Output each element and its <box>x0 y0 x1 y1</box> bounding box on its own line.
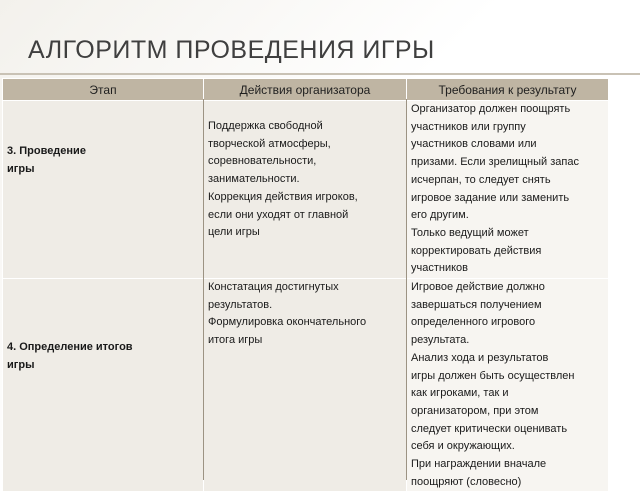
table-header-row <box>3 79 609 101</box>
actions-text: Констатация достигнутых результатов. Формулировка окончательного итога игры <box>208 281 367 347</box>
stage-cell <box>3 279 204 492</box>
table-row <box>3 101 609 279</box>
requirements-cell <box>407 101 609 279</box>
algorithm-table <box>2 78 609 492</box>
actions-cell <box>204 101 407 279</box>
requirements-cell <box>407 279 609 492</box>
stage-label: 3. Проведение игры <box>7 145 86 175</box>
column-divider <box>203 99 204 480</box>
requirements-text: Игровое действие должно завершаться получением определенного игрового результата. Анализ хода и результатов игры должен быть осуществлен как игроками, так и организатором, при этом следует критически оценивать себя и окружающих. При награждении вначале поощряют (словесно) <box>411 281 575 488</box>
header-requirements: Требования к результату <box>407 79 609 101</box>
actions-cell <box>204 279 407 492</box>
stage-label: 4. Определение итогов игры <box>7 341 133 371</box>
table-row <box>3 279 609 492</box>
slide-title: АЛГОРИТМ ПРОВЕДЕНИЯ ИГРЫ <box>28 36 435 64</box>
actions-text: Поддержка свободной творческой атмосферы, соревновательности, занимательности. Коррекция действия игроков, если они уходят от главной цели игры <box>208 120 358 239</box>
title-divider <box>0 73 640 75</box>
column-divider <box>406 99 407 480</box>
requirements-text: Организатор должен поощрять участников или группу участников словами или призами. Если зрелищный запас исчерпан, то следует снять игровое задание или заменить его другим. Только ведущий может корректировать действия участников <box>411 103 579 275</box>
stage-cell <box>3 101 204 279</box>
header-stage: Этап <box>3 79 204 101</box>
header-actions: Действия организатора <box>204 79 407 101</box>
